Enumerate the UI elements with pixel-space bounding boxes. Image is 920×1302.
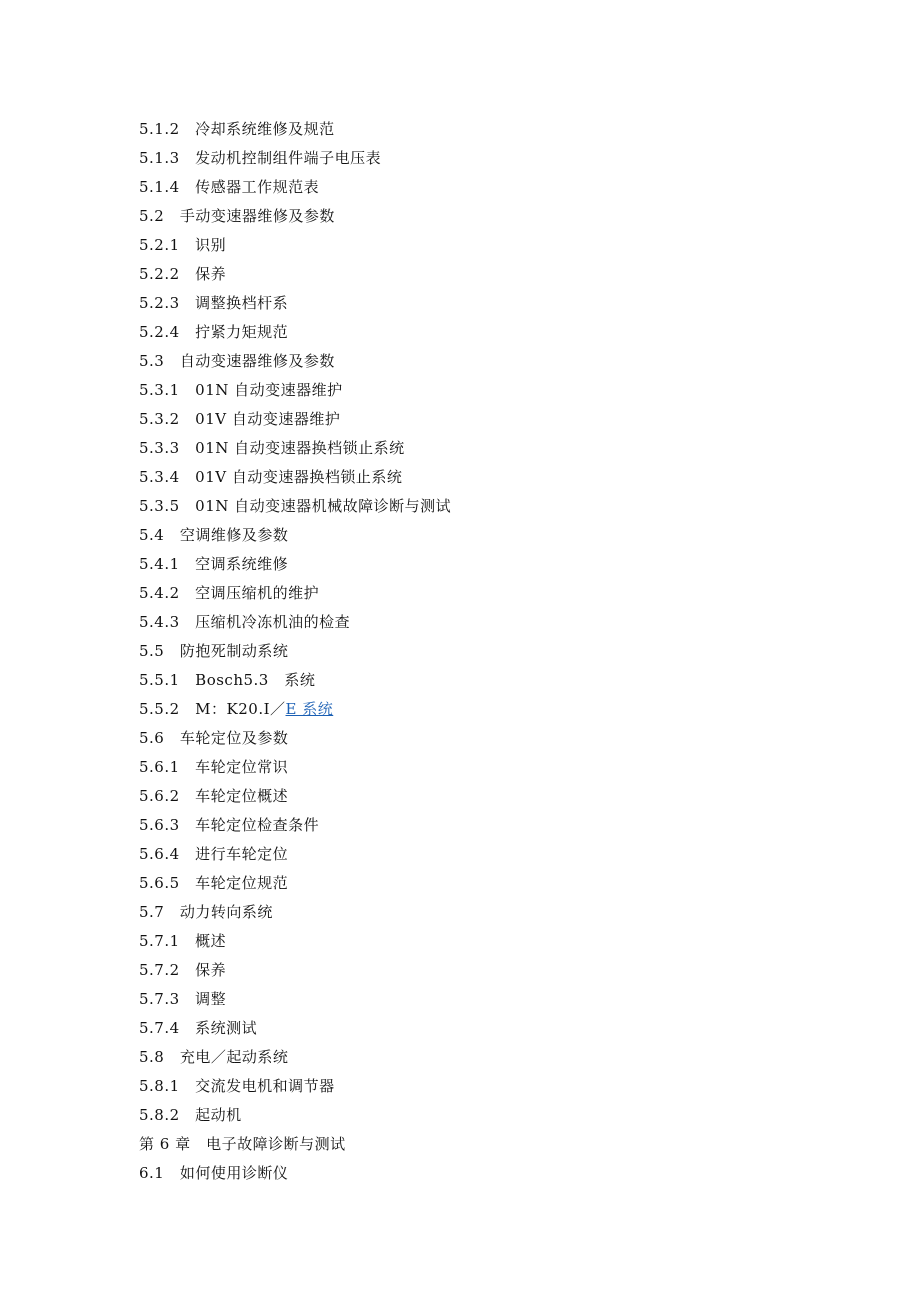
- toc-line-text: 5.8.1 交流发电机和调节器: [139, 1077, 335, 1095]
- toc-line: [139, 173, 451, 202]
- toc-line-text: 5.2.1 识别: [139, 236, 227, 254]
- toc-line: [139, 724, 451, 753]
- toc-line: [139, 985, 451, 1014]
- toc-line-text: 5.3.3 01N 自动变速器换档锁止系统: [139, 439, 405, 457]
- toc-line: [139, 405, 451, 434]
- toc-line-text: 5.5 防抱死制动系统: [139, 642, 289, 660]
- toc-line: [139, 579, 451, 608]
- toc-line-text: 5.6.3 车轮定位检查条件: [139, 816, 320, 834]
- toc-line-text: 5.7.3 调整: [139, 990, 227, 1008]
- toc-line-text: 5.3.4 01V 自动变速器换档锁止系统: [139, 468, 403, 486]
- toc-line: [139, 782, 451, 811]
- toc-line: [139, 550, 451, 579]
- toc-line-text: 5.6.1 车轮定位常识: [139, 758, 289, 776]
- toc-line: [139, 753, 451, 782]
- toc-line-text: 5.2.4 拧紧力矩规范: [139, 323, 289, 341]
- toc-line-text: 5.4.1 空调系统维修: [139, 555, 289, 573]
- toc-line-text: 5.2 手动变速器维修及参数: [139, 207, 335, 225]
- toc-line-text: 5.8 充电／起动系统: [139, 1048, 289, 1066]
- toc-line-text: 5.4.2 空调压缩机的维护: [139, 584, 320, 602]
- toc-line: [139, 1072, 451, 1101]
- toc-line-text: 5.6.2 车轮定位概述: [139, 787, 289, 805]
- toc-line: [139, 637, 451, 666]
- toc-line-text: 第 6 章 电子故障诊断与测试: [139, 1135, 346, 1153]
- toc-line: [139, 608, 451, 637]
- toc-line-text: 5.8.2 起动机: [139, 1106, 242, 1124]
- toc-line: [139, 956, 451, 985]
- toc-line-text: 5.1.2 冷却系统维修及规范: [139, 120, 335, 138]
- toc-line: [139, 898, 451, 927]
- toc-line-text: 5.7.4 系统测试: [139, 1019, 258, 1037]
- toc-line: [139, 1014, 451, 1043]
- toc-line: [139, 1043, 451, 1072]
- toc-line-text: 5.7 动力转向系统: [139, 903, 273, 921]
- toc-line: [139, 927, 451, 956]
- toc-line: [139, 260, 451, 289]
- toc-line-text: 5.4.3 压缩机冷冻机油的检查: [139, 613, 351, 631]
- toc-line: [139, 231, 451, 260]
- toc-line: [139, 1159, 451, 1188]
- toc-line-link[interactable]: E 系统: [285, 700, 334, 718]
- toc-line-text: 5.6.5 车轮定位规范: [139, 874, 289, 892]
- toc-line-text: 5.7.2 保养: [139, 961, 227, 979]
- toc-line: [139, 1101, 451, 1130]
- toc-line: [139, 144, 451, 173]
- toc-line-text: 5.3.2 01V 自动变速器维护: [139, 410, 341, 428]
- toc-line-text: 5.5.1 Bosch5.3 系统: [139, 671, 316, 689]
- toc-line-text: 5.6 车轮定位及参数: [139, 729, 289, 747]
- table-of-contents: [139, 115, 451, 1188]
- toc-line-text: 5.3.5 01N 自动变速器机械故障诊断与测试: [139, 497, 452, 515]
- toc-line: [139, 840, 451, 869]
- toc-line-text: 5.6.4 进行车轮定位: [139, 845, 289, 863]
- toc-line-text: 5.4 空调维修及参数: [139, 526, 289, 544]
- toc-line: [139, 811, 451, 840]
- toc-line-text: 5.3 自动变速器维修及参数: [139, 352, 335, 370]
- toc-line: [139, 521, 451, 550]
- toc-line-text: 5.2.3 调整换档杆系: [139, 294, 289, 312]
- toc-line: [139, 318, 451, 347]
- toc-line-text: 5.3.1 01N 自动变速器维护: [139, 381, 343, 399]
- toc-line-text: 5.7.1 概述: [139, 932, 227, 950]
- toc-line: [139, 202, 451, 231]
- toc-line: [139, 289, 451, 318]
- toc-line: [139, 347, 451, 376]
- toc-line: [139, 1130, 451, 1159]
- toc-line-text: 5.5.2 M：K20.I／: [139, 700, 286, 718]
- toc-line: [139, 695, 451, 724]
- toc-line: [139, 869, 451, 898]
- toc-line: [139, 434, 451, 463]
- toc-line: [139, 376, 451, 405]
- toc-line: [139, 492, 451, 521]
- toc-line-text: 5.2.2 保养: [139, 265, 227, 283]
- toc-line-text: 5.1.3 发动机控制组件端子电压表: [139, 149, 382, 167]
- toc-line-text: 5.1.4 传感器工作规范表: [139, 178, 320, 196]
- toc-line: [139, 115, 451, 144]
- toc-line: [139, 666, 451, 695]
- toc-line-text: 6.1 如何使用诊断仪: [139, 1164, 289, 1182]
- toc-line: [139, 463, 451, 492]
